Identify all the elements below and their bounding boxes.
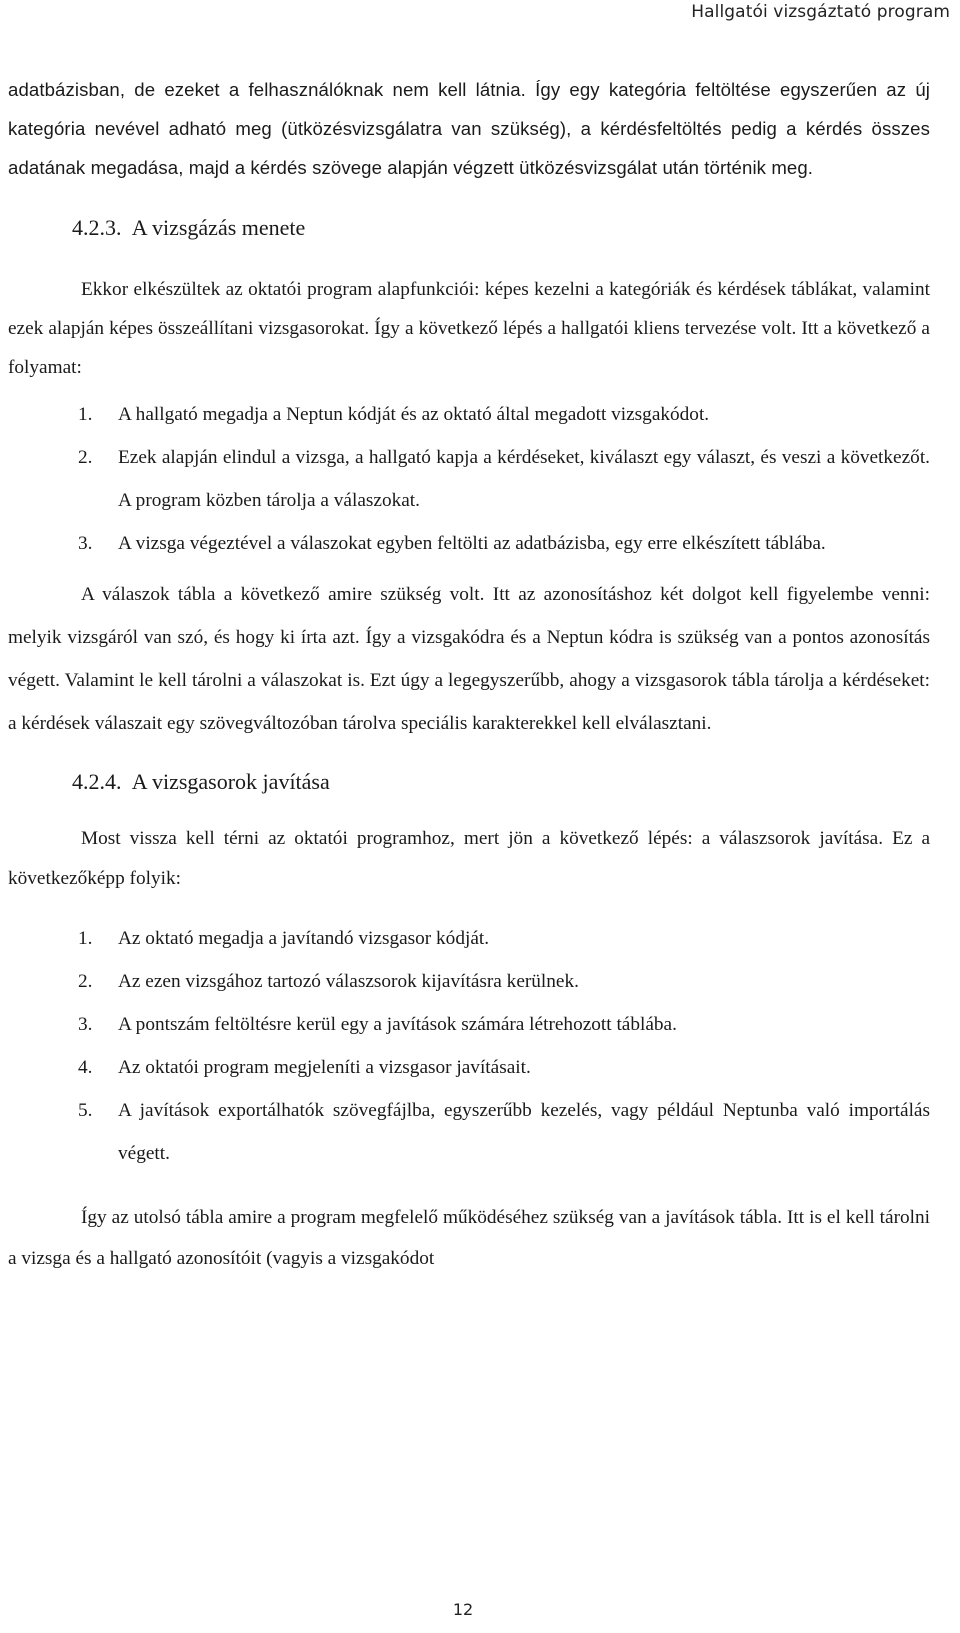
- list-item: [8, 1046, 930, 1089]
- list-item: [8, 436, 930, 522]
- list-item-text: A javítások exportálhatók szövegfájlba, egyszerűbb kezelés, vagy például Neptunba való importálás végett.: [118, 1100, 930, 1164]
- list-item-text: A hallgató megadja a Neptun kódját és az oktató által megadott vizsgakódot.: [118, 404, 710, 425]
- section-title: A vizsgázás menete: [131, 215, 306, 240]
- list-marker: 3.: [78, 533, 93, 554]
- list-item-text: Az ezen vizsgához tartozó válaszsorok kijavításra kerülnek.: [118, 971, 579, 992]
- section-heading-4-2-4: [72, 767, 930, 797]
- list-item: [8, 393, 930, 436]
- corrections-table-paragraph: Így az utolsó tábla amire a program megfelelő működéséhez szükség van a javítások tábla. Itt is el kell tárolni a vizsga és a hallgató azonosítóit (vagyis a vizsgakódot: [8, 1207, 930, 1269]
- page-number: 12: [452, 1600, 474, 1619]
- section-heading-4-2-3: [72, 213, 930, 243]
- exam-process-list: [8, 393, 930, 565]
- list-marker: 1.: [78, 404, 93, 425]
- list-marker: 1.: [78, 928, 93, 949]
- section-number: 4.2.4.: [72, 769, 122, 794]
- list-item: [8, 917, 930, 960]
- document-body: [8, 70, 930, 1279]
- list-item-text: Ezek alapján elindul a vizsga, a hallgató kapja a kérdéseket, kiválaszt egy választ, és veszi a következőt. A program közben tárolja a válaszokat.: [118, 447, 930, 511]
- list-marker: 4.: [78, 1057, 93, 1078]
- correction-process-list: [8, 917, 930, 1175]
- list-item-text: A pontszám feltöltésre kerül egy a javítások számára létrehozott táblába.: [118, 1014, 677, 1035]
- section-4-2-4-paragraph: Most vissza kell térni az oktatói programhoz, mert jön a következő lépés: a válaszsorok javítása. Ez a következőképp folyik:: [8, 828, 930, 889]
- intro-paragraph: adatbázisban, de ezeket a felhasználóknak nem kell látnia. Így egy kategória feltöltése egyszerűen az új kategória nevével adható meg (ütközésvizsgálatra van szükség), a kérdésfeltöltés pedig a kérdés összes adatának megadása, majd a kérdés szövege alapján végzett ütközésvizsgálat után történik meg.: [8, 79, 930, 178]
- running-header: Hallgatói vizsgáztató program: [691, 2, 950, 22]
- list-item-text: Az oktató megadja a javítandó vizsgasor kódját.: [118, 928, 490, 949]
- list-marker: 5.: [78, 1100, 93, 1121]
- section-4-2-3-paragraph: Ekkor elkészültek az oktatói program alapfunkciói: képes kezelni a kategóriák és kérdések táblákat, valamint ezek alapján képes összeállítani vizsgasorokat. Így a következő lépés a hallgatói kliens tervezése volt. Itt a következő a folyamat:: [8, 279, 930, 378]
- answers-table-paragraph: A válaszok tábla a következő amire szükség volt. Itt az azonosításhoz két dolgot kell figyelembe venni: melyik vizsgáról van szó, és hogy ki írta azt. Így a vizsgakódra és a Neptun kódra is szükség van a pontos azonosítás végett. Valamint le kell tárolni a válaszokat is. Ezt úgy a legegyszerűbb, ahogy a vizsgasorok tábla tárolja a kérdéseket: a kérdések válaszait egy szövegváltozóban tárolva speciális karakterekkel kell elválasztani.: [8, 584, 930, 734]
- list-item: [8, 522, 930, 565]
- list-item-text: A vizsga végeztével a válaszokat egyben feltölti az adatbázisba, egy erre elkészített táblába.: [118, 533, 826, 554]
- list-item-text: Az oktatói program megjeleníti a vizsgasor javításait.: [118, 1057, 531, 1078]
- list-marker: 2.: [78, 971, 93, 992]
- list-marker: 3.: [78, 1014, 93, 1035]
- list-item: [8, 1003, 930, 1046]
- list-item: [8, 1089, 930, 1175]
- section-number: 4.2.3.: [72, 215, 122, 240]
- list-item: [8, 960, 930, 1003]
- section-title: A vizsgasorok javítása: [131, 769, 330, 794]
- list-marker: 2.: [78, 447, 93, 468]
